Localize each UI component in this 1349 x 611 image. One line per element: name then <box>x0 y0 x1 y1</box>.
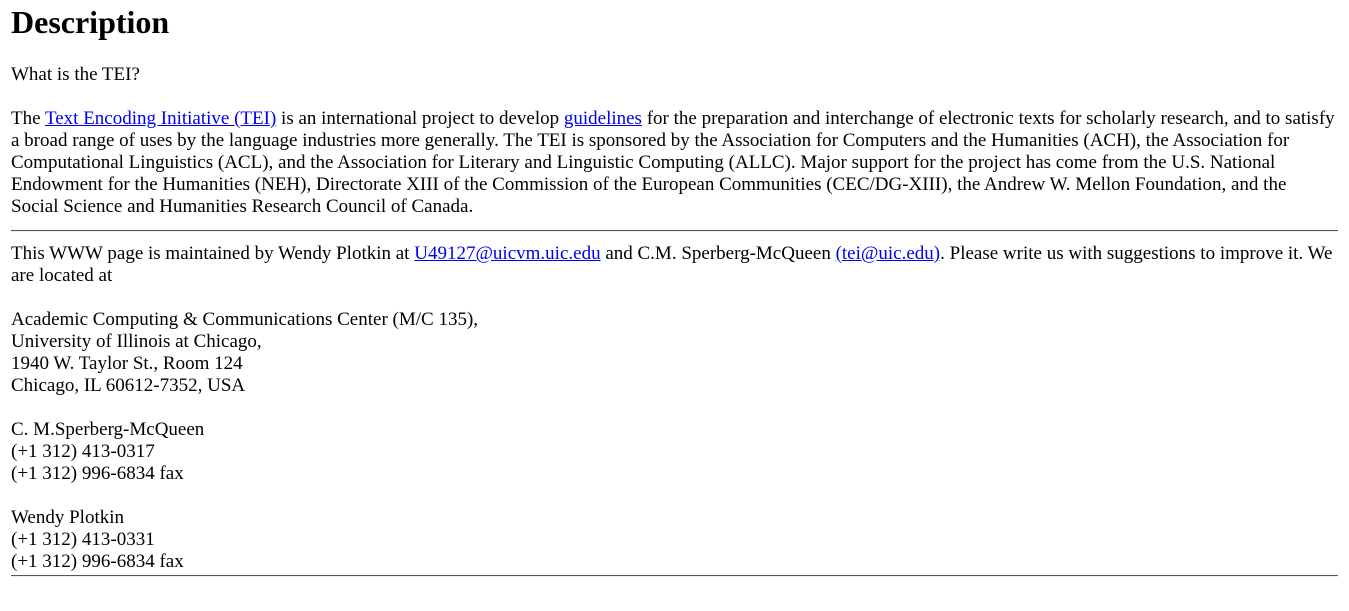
contact-fax: (+1 312) 996-6834 fax <box>11 463 184 484</box>
contact-name: C. M.Sperberg-McQueen <box>11 419 205 440</box>
contact-sperberg-mcqueen <box>11 419 1338 485</box>
contact-phone: (+1 312) 413-0331 <box>11 529 155 550</box>
address-line: Chicago, IL 60612-7352, USA <box>11 375 246 396</box>
contact-plotkin <box>11 507 1338 573</box>
address-line: University of Illinois at Chicago, <box>11 331 262 352</box>
question-text: What is the TEI? <box>11 64 140 85</box>
address-line: Academic Computing & Communications Center (M/C 135), <box>11 309 479 330</box>
contact-phone: (+1 312) 413-0317 <box>11 441 155 462</box>
maintainer-paragraph <box>11 243 1338 287</box>
footer-middle: and C.M. Sperberg-McQueen <box>600 243 836 264</box>
footer-prefix: This WWW page is maintained by Wendy Plotkin at <box>11 243 415 264</box>
intro-middle: is an international project to develop <box>276 108 564 129</box>
footer-rest: . Please write us with suggestions to improve it. We are located at <box>11 243 1333 286</box>
divider <box>11 575 1338 577</box>
divider <box>11 230 1338 232</box>
address-line: 1940 W. Taylor St., Room 124 <box>11 353 243 374</box>
intro-paragraph <box>11 108 1338 218</box>
email-link-tei[interactable]: (tei@uic.edu) <box>835 243 941 264</box>
page-content <box>0 4 1349 577</box>
address-block <box>11 309 1338 397</box>
contact-fax: (+1 312) 996-6834 fax <box>11 551 184 572</box>
page-title: Description <box>11 4 170 40</box>
guidelines-link[interactable]: guidelines <box>563 108 642 129</box>
intro-prefix: The <box>11 108 45 129</box>
tei-link[interactable]: Text Encoding Initiative (TEI) <box>44 108 277 129</box>
intro-rest: for the preparation and interchange of electronic texts for scholarly research, and to satisfy a broad range of uses by the language industries more generally. The TEI is sponsored by the Association for Computers and the Humanities (ACH), the Association for Computational Linguistics (ACL), and the Association for Literary and Linguistic Computing (ALLC). Major support for the project has come from the U.S. National Endowment for the Humanities (NEH), Directorate XIII of the Commission of the European Communities (CEC/DG-XIII), the Andrew W. Mellon Foundation, and the Social Science and Humanities Research Council of Canada. <box>11 108 1335 217</box>
email-link-plotkin[interactable]: U49127@uicvm.uic.edu <box>414 243 601 264</box>
contact-name: Wendy Plotkin <box>11 507 124 528</box>
